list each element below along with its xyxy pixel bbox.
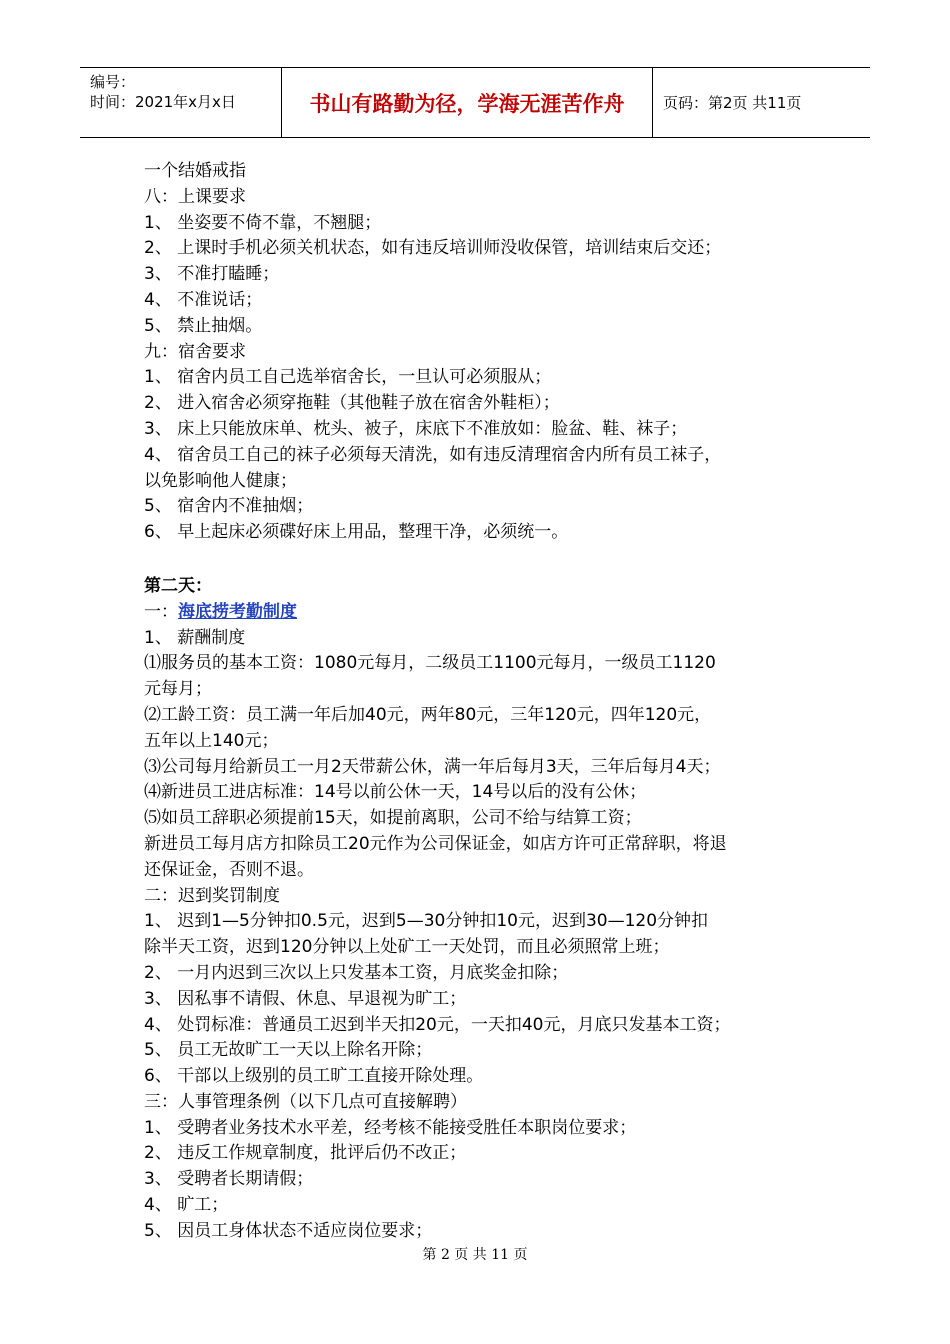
text-line: 2、 上课时手机必须关机状态，如有违反培训师没收保管，培训结束后交还；	[144, 238, 722, 259]
text-line: ⑶公司每月给新员工一月2天带薪公休，满一年后每月3天，三年后每月4天；	[144, 756, 721, 777]
text-line: 1、 坐姿要不倚不靠，不翘腿；	[144, 212, 382, 233]
text-line: 5、 员工无故旷工一天以上除名开除；	[144, 1040, 433, 1061]
text-line: 5、 因员工身体状态不适应岗位要求；	[144, 1220, 433, 1241]
text-line: 3、 受聘者长期请假；	[144, 1169, 314, 1190]
text-line: ⑴服务员的基本工资：1080元每月，二级员工1100元每月，一级员工1120	[144, 653, 716, 674]
header-meta	[80, 68, 282, 137]
text-line: 还保证金，否则不退。	[144, 859, 314, 880]
text-line: 6、 早上起床必须碟好床上用品，整理干净，必须统一。	[144, 522, 569, 543]
text-line: 4、 处罚标准：普通员工迟到半天扣20元，一天扣40元，月底只发基本工资；	[144, 1014, 731, 1035]
text-line: 以免影响他人健康；	[144, 470, 297, 491]
text-line: 1、 薪酬制度	[144, 627, 246, 648]
section-prefix: 一：	[144, 601, 178, 622]
text-line: 除半天工资，迟到120分钟以上处矿工一天处罚，而且必须照常上班；	[144, 937, 670, 958]
text-line: ⑵工龄工资：员工满一年后加40元，两年80元，三年120元，四年120元，	[144, 704, 712, 725]
text-line: ⑸如员工辞职必须提前15天，如提前离职，公司不给与结算工资；	[144, 808, 642, 829]
text-line: 2、 一月内迟到三次以上只发基本工资，月底奖金扣除；	[144, 962, 569, 983]
text-line: 4、 旷工；	[144, 1195, 229, 1216]
document-header	[80, 67, 870, 138]
day-two-heading: 第二天：	[144, 575, 212, 596]
text-line: 3、 不准打瞌睡；	[144, 264, 280, 285]
section-heading	[144, 600, 814, 626]
text-line: 5、 宿舍内不准抽烟；	[144, 496, 314, 517]
text-line: 1、 宿舍内员工自己选举宿舍长，一旦认可必须服从；	[144, 367, 552, 388]
text-line: 五年以上140元；	[144, 730, 279, 751]
spacer	[144, 546, 814, 574]
page-footer: 第 2 页 共 11 页	[422, 1247, 528, 1263]
text-line: 2、 进入宿舍必须穿拖鞋（其他鞋子放在宿舍外鞋柜）；	[144, 393, 560, 414]
text-line: 4、 宿舍员工自己的袜子必须每天清洗，如有违反清理宿舍内所有员工袜子，	[144, 444, 722, 465]
number-label: 编号：	[90, 73, 136, 91]
text-line: 八：上课要求	[144, 186, 246, 207]
time-label: 时间：2021年x月x日	[90, 93, 236, 111]
text-line: 元每月；	[144, 679, 212, 700]
text-line: 1、 受聘者业务技术水平差，经考核不能接受胜任本职岗位要求；	[144, 1117, 637, 1138]
text-line: 6、 干部以上级别的员工旷工直接开除处理。	[144, 1066, 484, 1087]
text-line: 2、 违反工作规章制度，批评后仍不改正；	[144, 1143, 467, 1164]
text-line: 3、 床上只能放床单、枕头、被子，床底下不准放如：脸盆、鞋、袜子；	[144, 418, 688, 439]
attendance-policy-link[interactable]: 海底捞考勤制度	[178, 601, 297, 622]
header-page-info: 页码：第2页 共11页	[663, 94, 802, 112]
document-body	[144, 159, 814, 1245]
text-line: 4、 不准说话；	[144, 289, 263, 310]
text-line: 一个结婚戒指	[144, 161, 246, 181]
text-line: 5、 禁止抽烟。	[144, 315, 263, 336]
text-line: ⑷新进员工进店标准：14号以前公休一天，14号以后的没有公休；	[144, 782, 647, 803]
text-line: 3、 因私事不请假、休息、早退视为旷工；	[144, 988, 467, 1009]
header-motto: 书山有路勤为径，学海无涯苦作舟	[282, 68, 653, 137]
text-line: 九：宿舍要求	[144, 341, 246, 362]
text-line: 1、 迟到1—5分钟扣0.5元，迟到5—30分钟扣10元，迟到30—120分钟扣	[144, 911, 709, 932]
text-line: 三：人事管理条例（以下几点可直接解聘）	[144, 1091, 467, 1112]
text-line: 新进员工每月店方扣除员工20元作为公司保证金，如店方许可正常辞职，将退	[144, 833, 727, 854]
text-line: 二：迟到奖罚制度	[144, 885, 280, 906]
